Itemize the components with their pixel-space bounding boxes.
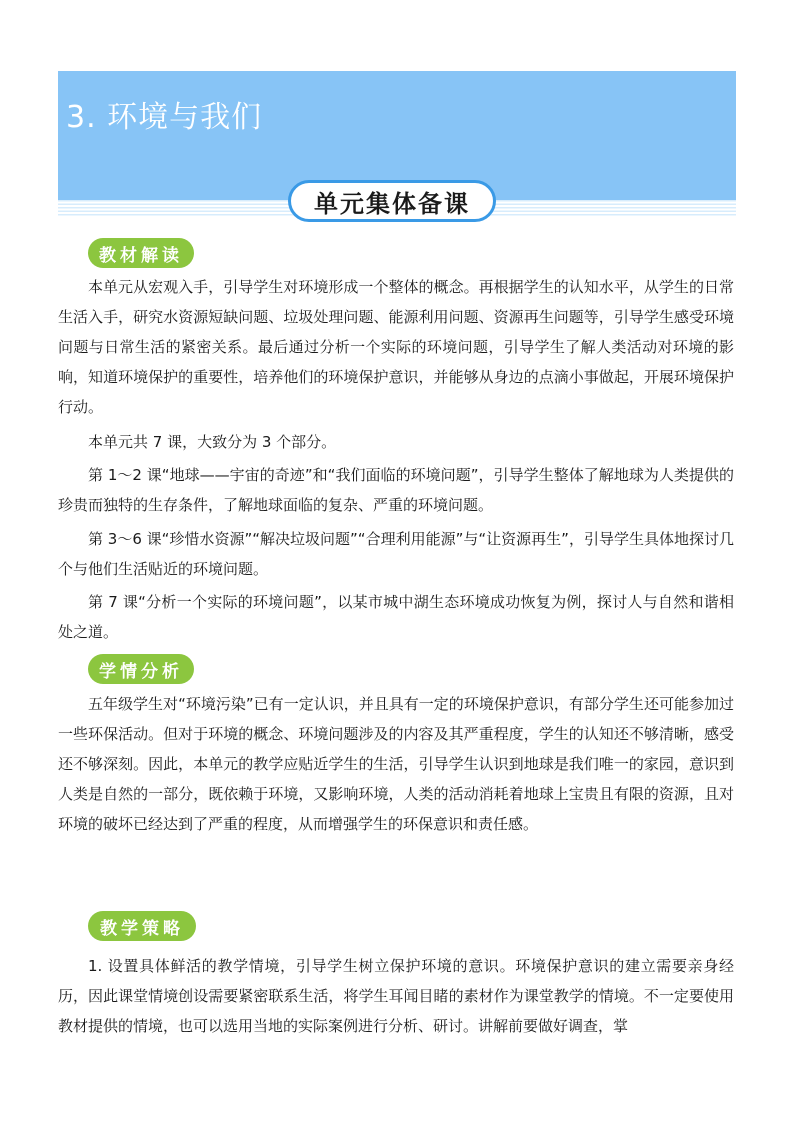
paragraph: 1. 设置具体鲜活的教学情境，引导学生树立保护环境的意识。环境保护意识的建立需要亲身经历，因此课堂情境创设需要紧密联系生活，将学生耳闻目睹的素材作为课堂教学的情境。不一定要使用教材提供的情境，也可以选用当地的实际案例进行分析、研讨。讲解前要做好调查，掌: [58, 957, 734, 1035]
paragraph: 本单元共 7 课，大致分为 3 个部分。: [88, 433, 337, 451]
paragraph: 第 3～6 课“珍惜水资源”“解决垃圾问题”“合理利用能源”与“让资源再生”，引导学生具体地探讨几个与他们生活贴近的环境问题。: [58, 530, 734, 578]
unit-planning-badge: [288, 180, 496, 222]
paragraph: 第 1～2 课“地球——宇宙的奇迹”和“我们面临的环境问题”，引导学生整体了解地球为人类提供的珍贵而独特的生存条件，了解地球面临的复杂、严重的环境问题。: [58, 466, 734, 514]
paragraph: 第 7 课“分析一个实际的环境问题”，以某市城中湖生态环境成功恢复为例，探讨人与自然和谐相处之道。: [58, 593, 734, 641]
section-tag-teaching-strategy: 教学策略: [88, 911, 196, 941]
paragraph: 五年级学生对“环境污染”已有一定认识，并且具有一定的环境保护意识，有部分学生还可能参加过一些环保活动。但对于环境的概念、环境问题涉及的内容及其严重程度，学生的认知还不够清晰，感受还不够深刻。因此，本单元的教学应贴近学生的生活，引导学生认识到地球是我们唯一的家园，意识到人类是自然的一部分，既依赖于环境，又影响环境，人类的活动消耗着地球上宝贵且有限的资源，且对环境的破坏已经达到了严重的程度，从而增强学生的环保意识和责任感。: [58, 695, 734, 833]
page-title: 3. 环境与我们: [66, 100, 263, 135]
section-tag-textbook-analysis: 教材解读: [88, 238, 194, 268]
paragraph: 本单元从宏观入手，引导学生对环境形成一个整体的概念。再根据学生的认知水平，从学生的日常生活入手，研究水资源短缺问题、垃圾处理问题、能源利用问题、资源再生问题等，引导学生感受环境问题与日常生活的紧密关系。最后通过分析一个实际的环境问题，引导学生了解人类活动对环境的影响，知道环境保护的重要性，培养他们的环境保护意识，并能够从身边的点滴小事做起，开展环境保护行动。: [58, 278, 734, 416]
unit-planning-label: 单元集体备课: [314, 189, 470, 218]
section-tag-student-analysis: 学情分析: [88, 654, 194, 684]
